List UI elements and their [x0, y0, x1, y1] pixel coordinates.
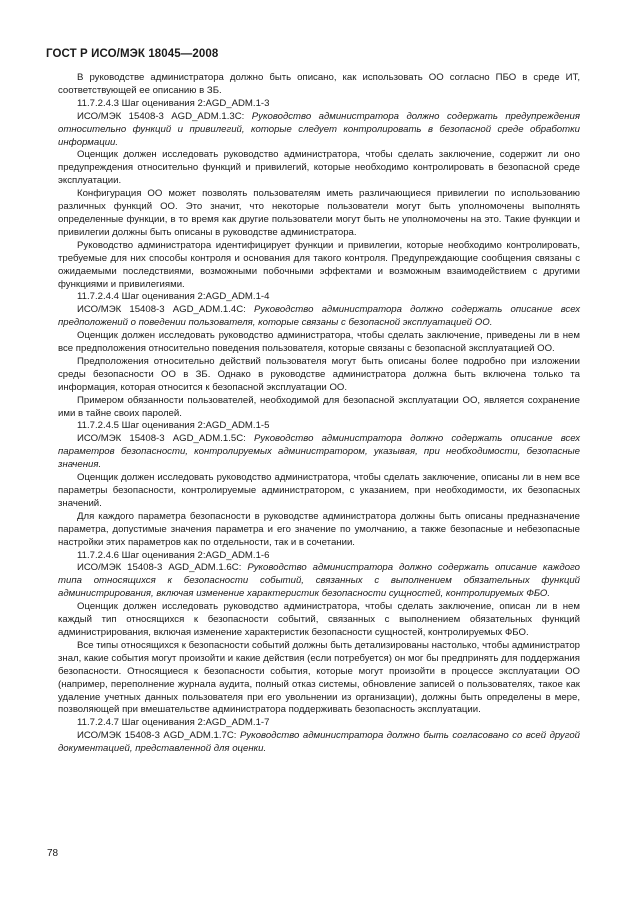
- paragraph: Оценщик должен исследовать руководство администратора, чтобы сделать заключение, содержит ли оно предупреждения относительно функций и привилегий, которые необходимо контролировать в безопасной среде эксплуатации.: [58, 149, 580, 187]
- requirement-paragraph: [58, 562, 580, 601]
- paragraph: Оценщик должен исследовать руководство администратора, чтобы сделать заключение, описаны ли в нем все параметры безопасности, контролируемые администратором, с указанием, при необходимости, их безопасных значений.: [58, 472, 580, 509]
- requirement-text: Руководство администратора должно содержать предупреждения относительно функций и привилегий, которые следует контролировать в безопасной среде обработки информации.: [58, 110, 580, 148]
- paragraph: Для каждого параметра безопасности в руководстве администратора должны быть описаны предназначение параметра, допустимые значения параметра и его значение по умолчанию, а также безопасные и небезопасные настройки этих параметров как по отдельности, так и в сочетании.: [58, 510, 580, 548]
- requirement-paragraph: [58, 433, 580, 472]
- requirement-text: Руководство администратора должно содержать описание всех параметров безопасности, контролируемых администратором, указывая, при необходимости, безопасные значения.: [58, 433, 581, 471]
- requirement-text: Руководство администратора должно быть согласовано со всей другой документацией, представленной для оценки.: [58, 730, 580, 755]
- requirement-text: Руководство администратора должно содержать описание всех предположений о поведении пользователя, которые связаны с безопасной эксплуатацией ОО.: [58, 304, 581, 329]
- document-body: [58, 72, 580, 756]
- step-heading: 11.7.2.4.5 Шаг оценивания 2:AGD_ADM.1-5: [77, 420, 270, 432]
- paragraph: Оценщик должен исследовать руководство администратора, чтобы сделать заключение, приведены ли в нем все предположения относительно поведения пользователя, которые связаны с безопасной эксплуатацией ОО.: [58, 330, 580, 355]
- requirement-label: ИСО/МЭК 15408-3 AGD_ADM.1.5C:: [77, 433, 246, 445]
- paragraph: Конфигурация ОО может позволять пользователям иметь различающиеся привилегии по использованию различных функций ОО. Это значит, что некоторые пользователи могут быть уполномочены выполнять определенные функции, в то время как другие пользователи могут быть не уполномочены на это. Такие функции и привилегии должны быть описаны в руководстве администратора.: [58, 188, 580, 238]
- step-heading: 11.7.2.4.3 Шаг оценивания 2:AGD_ADM.1-3: [77, 97, 270, 109]
- requirement-paragraph: [58, 730, 580, 756]
- step-heading: 11.7.2.4.4 Шаг оценивания 2:AGD_ADM.1-4: [77, 291, 270, 303]
- requirement-paragraph: [58, 304, 580, 330]
- requirement-text: Руководство администратора должно содержать описание каждого типа относящихся к безопасности событий, связанных с выполнением обязательных функций администрирования, включая изменение характеристик безопасности сущностей, контролируемых ФБО.: [58, 562, 580, 600]
- paragraph: Руководство администратора идентифицирует функции и привилегии, которые необходимо контролировать, требуемые для них способы контроля и основания для такого контроля. Предупреждающие сообщения связаны с ожидаемыми последствиями, возможными побочными эффектами и возможным взаимодействием с другими функциями и привилегиями.: [58, 239, 580, 290]
- step-heading: 11.7.2.4.6 Шаг оценивания 2:AGD_ADM.1-6: [77, 549, 270, 561]
- page-number: 78: [47, 848, 59, 859]
- requirement-label: ИСО/МЭК 15408-3 AGD_ADM.1.6C:: [77, 562, 242, 574]
- paragraph: Все типы относящихся к безопасности событий должны быть детализированы настолько, чтобы администратор знал, какие события могут произойти и какие действия (если потребуется) он мог бы предпринять для поддержания безопасности. Относящиеся к безопасности события, которые могут произойти в процессе эксплуатации ОО (например, переполнение журнала аудита, полный отказ системы, обновление записей о пользователях, такое как удаление учетных данных пользователя при его увольнении из организации), должны быть определены в мере, позволяющей при вмешательстве администратора поддерживать безопасность эксплуатации.: [58, 639, 580, 716]
- document-header: ГОСТ Р ИСО/МЭК 18045—2008: [46, 48, 219, 60]
- requirement-label: ИСО/МЭК 15408-3 AGD_ADM.1.4C:: [77, 304, 246, 316]
- paragraph: Оценщик должен исследовать руководство администратора, чтобы сделать заключение, описан ли в нем каждый тип относящихся к безопасности событий, связанных с выполнением обязательных функций администрирования, включая изменение характеристик безопасности сущностей, контролируемых ФБО.: [58, 601, 580, 638]
- requirement-paragraph: [58, 111, 580, 150]
- step-heading: 11.7.2.4.7 Шаг оценивания 2:AGD_ADM.1-7: [77, 717, 270, 729]
- paragraph: В руководстве администратора должно быть описано, как использовать ОО согласно ПБО в среде ИТ, соответствующей ее описанию в ЗБ.: [58, 72, 580, 96]
- paragraph: Предположения относительно действий пользователя могут быть описаны более подробно при изложении среды безопасности ОО в ЗБ. Однако в руководстве администратора должна быть включена только та информация, которая относится к безопасной эксплуатации ОО.: [58, 355, 580, 393]
- requirement-label: ИСО/МЭК 15408-3 AGD_ADM.1.3C:: [77, 110, 245, 122]
- requirement-label: ИСО/МЭК 15408-3 AGD_ADM.1.7C:: [77, 730, 237, 742]
- paragraph: Примером обязанности пользователей, необходимой для безопасной эксплуатации ОО, является сохранение ими в тайне своих паролей.: [58, 394, 580, 419]
